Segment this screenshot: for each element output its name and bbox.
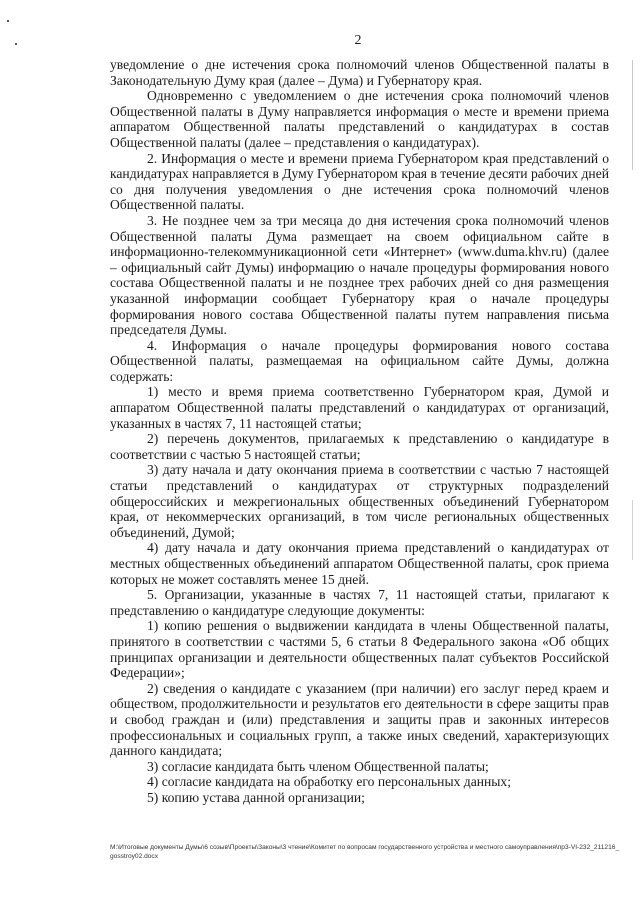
file-path-footer: M:\Итоговые документы Думы\6 созыв\Проекты\Законы\3 чтение\Комитет по вопросам государственного устройства и местного самоуправления\пр3-VI-232_211216_gosstroy02.docx [110,844,620,860]
paragraph: 4) дату начала и дату окончания приема представлений о кандидатурах от местных общественных объединений аппаратом Общественной палаты, срок приема которых не может составлять менее 15 дней. [110,540,609,587]
paragraph: уведомление о дне истечения срока полномочий членов Общественной палаты в Законодательную Думу края (далее – Дума) и Губернатору края. [110,57,609,88]
paragraph: 1) место и время приема соответственно Губернатором края, Думой и аппаратом Общественной палаты представлений о кандидатурах от организаций, указанных в частях 7, 11 настоящей статьи; [110,384,609,431]
page-number: 2 [354,33,362,48]
paragraph: 1) копию решения о выдвижении кандидата в члены Общественной палаты, принятого в соответствии с частями 5, 6 статьи 8 Федерального закона «Об общих принципах организации и деятельности общественных палат субъектов Российской Федерации»; [110,618,609,681]
paragraph: 2) перечень документов, прилагаемых к представлению о кандидатуре в соответствии с частью 5 настоящей статьи; [110,431,609,462]
paragraph: 2) сведения о кандидате с указанием (при наличии) его заслуг перед краем и обществом, продолжительности и результатов его деятельности в сфере защиты прав и свобод граждан и (или) представления и защиты прав и законных интересов профессиональных и социальных групп, а также иных сведений, характеризующих данного кандидата; [110,680,609,759]
paragraph: 3. Не позднее чем за три месяца до дня истечения срока полномочий членов Общественной палаты Дума размещает на своем официальном сайте в информационно-телекоммуникационной сети «Интернет» (www.duma.khv.ru) (далее – официальный сайт Думы) информацию о начале процедуры формирования нового состава Общественной палаты и не позднее трех рабочих дней со дня размещения указанной информации сообщает Губернатору края о начале процедуры формирования нового состава Общественной палаты путем направления письма председателя Думы. [110,212,609,338]
scan-edge-line [632,60,633,170]
paragraph: 3) дату начала и дату окончания приема в соответствии с частью 7 настоящей статьи представлений о кандидатурах от структурных подразделений общероссийских и межрегиональных общественных объединений Губернатором края, от некоммерческих организаций, в том числе региональных общественных объединений, Думой; [110,462,609,540]
scan-edge-line [632,500,633,560]
paragraph: 2. Информация о месте и времени приема Губернатором края представлений о кандидатурах направляется в Думу Губернатором края в течение десяти рабочих дней со дня получения уведомления о дне истечения срока полномочий членов Общественной палаты. [110,150,609,213]
paragraph: Одновременно с уведомлением о дне истечения срока полномочий членов Общественной палаты в Думу направляется информация о месте и времени приема аппаратом Общественной палаты представлений о кандидатурах в состав Общественной палаты (далее – представления о кандидатурах). [110,88,609,150]
paragraph: 5) копию устава данной организации; [147,789,365,805]
paragraph: 4) согласие кандидата на обработку его персональных данных; [147,774,511,790]
paragraph: 3) согласие кандидата быть членом Общественной палаты; [147,758,489,774]
document-body [110,57,609,806]
scan-speck [7,20,9,22]
paragraph: 5. Организации, указанные в частях 7, 11 настоящей статьи, прилагают к представлению о кандидатуре следующие документы: [110,587,609,618]
paragraph: 4. Информация о начале процедуры формирования нового состава Общественной палаты, размещаемая на официальном сайте Думы, должна содержать: [110,337,609,384]
